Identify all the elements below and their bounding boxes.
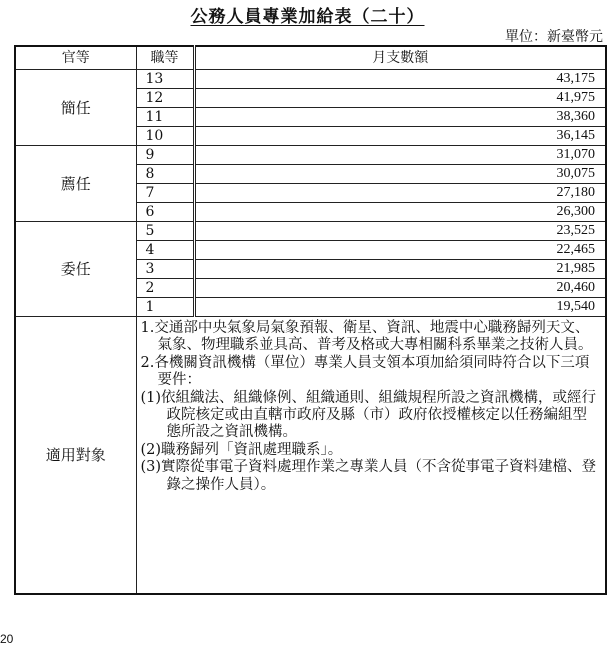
grade-cell: 13	[136, 70, 194, 89]
applies-item-2: 2.各機關資訊機構（單位）專業人員支領本項加給須同時符合以下三項要件：	[140, 354, 590, 389]
grade-cell: 3	[136, 260, 194, 279]
table-row	[15, 146, 606, 165]
grade-cell: 4	[136, 241, 194, 260]
grade-cell: 8	[136, 165, 194, 184]
amount-cell: 41,975	[194, 89, 606, 108]
rank-senior: 簡任	[15, 70, 136, 146]
amount-cell: 31,070	[194, 146, 606, 165]
salary-table	[14, 45, 607, 595]
applies-sub-2: (2)職務歸列「資訊處理職系」。	[140, 441, 343, 458]
grade-cell: 6	[136, 203, 194, 222]
header-row	[15, 46, 606, 70]
applies-content	[136, 317, 606, 595]
grade-cell: 10	[136, 127, 194, 146]
document-title: 公務人員專業加給表（二十）	[190, 7, 425, 27]
grade-cell: 9	[136, 146, 194, 165]
page-number: 20	[0, 632, 14, 646]
applies-row	[15, 317, 606, 595]
amount-cell: 26,300	[194, 203, 606, 222]
rank-recommended: 薦任	[15, 146, 136, 222]
amount-cell: 19,540	[194, 298, 606, 317]
amount-cell: 22,465	[194, 241, 606, 260]
grade-cell: 11	[136, 108, 194, 127]
grade-cell: 1	[136, 298, 194, 317]
amount-cell: 36,145	[194, 127, 606, 146]
grade-cell: 12	[136, 89, 194, 108]
applies-item-1: 1.交通部中央氣象局氣象預報、衛星、資訊、地震中心職務歸列天文、氣象、物理職系並具高、普考及格或大專相關科系畢業之技術人員。	[140, 320, 593, 354]
rank-appointed: 委任	[15, 222, 136, 317]
amount-cell: 20,460	[194, 279, 606, 298]
grade-cell: 7	[136, 184, 194, 203]
amount-cell: 30,075	[194, 165, 606, 184]
amount-cell: 23,525	[194, 222, 606, 241]
amount-cell: 43,175	[194, 70, 606, 89]
amount-cell: 27,180	[194, 184, 606, 203]
grade-cell: 5	[136, 222, 194, 241]
amount-cell: 38,360	[194, 108, 606, 127]
applies-sub-1: (1)依組織法、組織條例、組織通則、組織規程所設之資訊機構，或經行政院核定或由直轄市政府及縣（市）政府依授權核定以任務編組型態所設之資訊機構。	[140, 389, 597, 441]
grade-header: 職等	[136, 46, 194, 70]
table-row	[15, 222, 606, 241]
grade-cell: 2	[136, 279, 194, 298]
table-row	[15, 70, 606, 89]
applies-sub-3: (3)實際從事電子資料處理作業之專業人員（不含從事電子資料建檔、登錄之操作人員）。	[140, 459, 597, 493]
amount-header: 月支數額	[194, 46, 606, 70]
currency-unit: 單位：新臺幣元	[505, 29, 603, 45]
applies-label: 適用對象	[15, 317, 136, 595]
amount-cell: 21,985	[194, 260, 606, 279]
rank-header: 官等	[15, 46, 136, 70]
